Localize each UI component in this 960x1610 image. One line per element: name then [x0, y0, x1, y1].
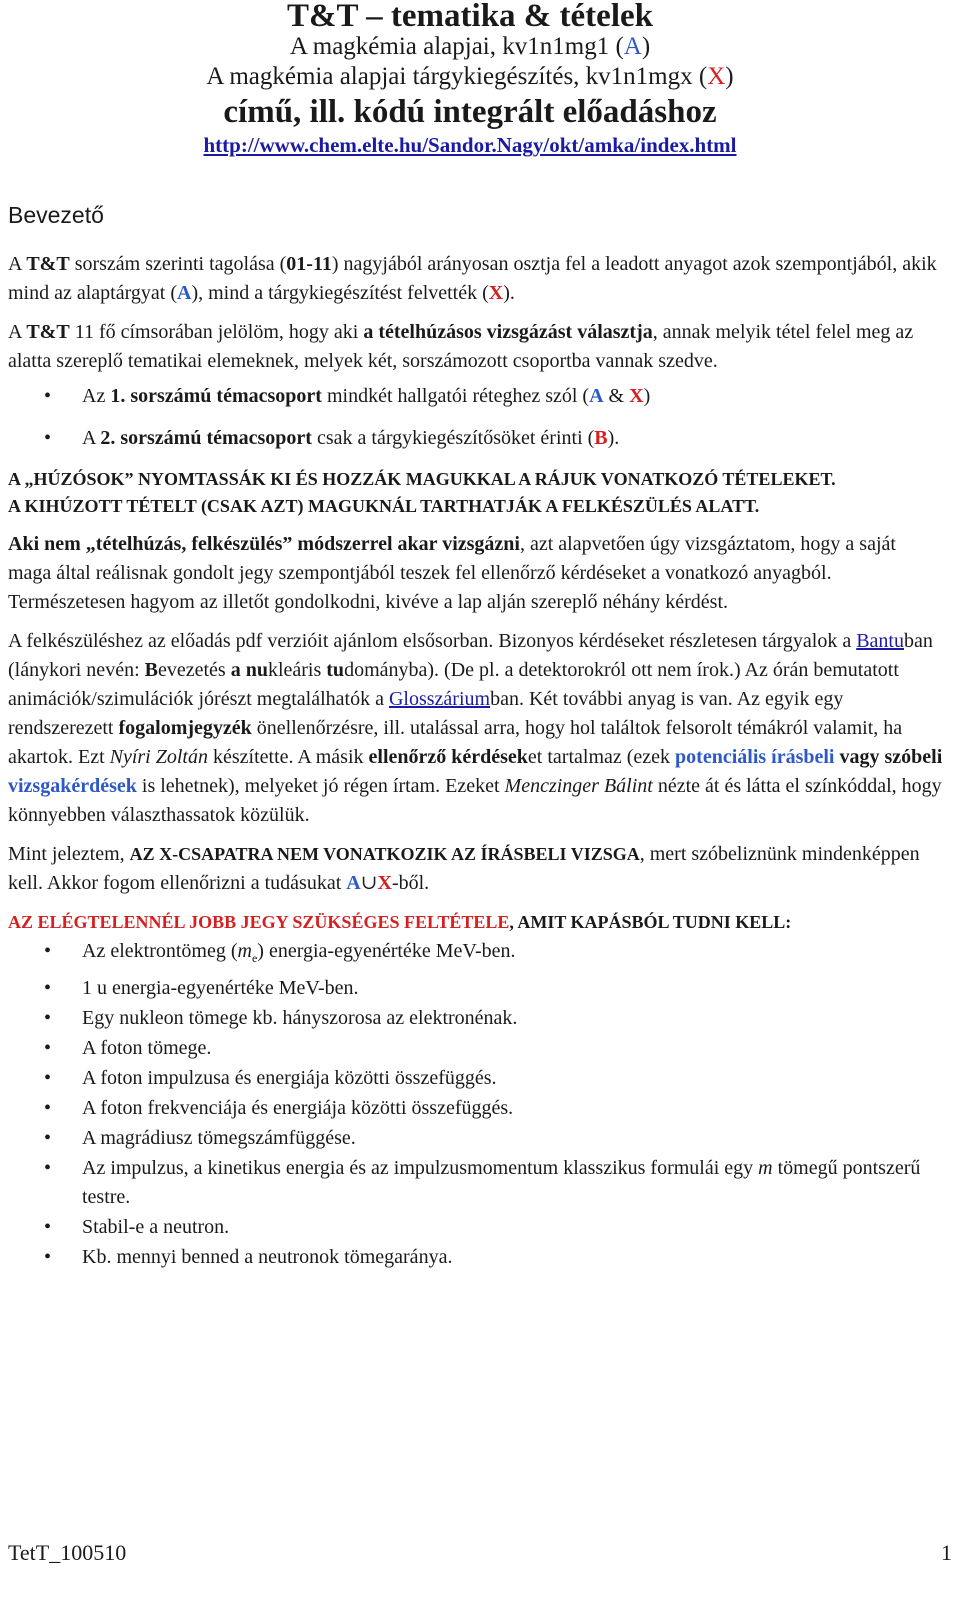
- list-item: [8, 1034, 943, 1063]
- text: &: [603, 385, 630, 407]
- list-item: [8, 382, 943, 411]
- text: 1. sorszámú témacsoport: [110, 385, 322, 407]
- requirements-title: [8, 908, 943, 937]
- list-item: [8, 937, 943, 973]
- text: et tartalmaz (ezek: [527, 746, 676, 768]
- text: Menczinger Bálint: [504, 775, 653, 797]
- list-item: [8, 1094, 943, 1123]
- text: AZ X-CSAPATRA NEM VONATKOZIK AZ ÍRÁSBELI VIZSGA: [129, 844, 640, 864]
- text: A foton impulzusa és energiája közötti összefüggés.: [82, 1067, 497, 1089]
- footer-doc-id: TetT_100510: [8, 1540, 127, 1565]
- text: vagy szóbeli: [839, 746, 943, 768]
- list-item: [8, 1124, 943, 1153]
- course-x-code: X: [707, 63, 726, 90]
- text: 1 u energia-egyenértéke MeV-ben.: [82, 977, 359, 999]
- text: , annak melyik tétel felel meg az alatta szereplő tematikai elemeknek, melyek két, sorszámozott csoportba vannak szedve.: [8, 321, 914, 372]
- code-a: A: [589, 385, 604, 407]
- text: -ből.: [391, 872, 430, 894]
- code-b: B: [594, 427, 608, 449]
- text: készítette. A másik: [207, 746, 369, 768]
- text: ), mind a tárgykiegészítést felvették (: [191, 282, 489, 304]
- text: tu: [326, 659, 345, 681]
- list-item: [8, 974, 943, 1003]
- paragraph-x-team: [8, 840, 943, 898]
- text: ellenőrző kérdések: [368, 746, 528, 768]
- text: nézte át és látta el színkóddal, hogy könnyebben választhassatok közülük.: [8, 775, 942, 826]
- text: nu: [245, 659, 268, 681]
- course-a-close: ): [641, 33, 651, 60]
- text: kleáris: [267, 659, 327, 681]
- text: a: [230, 659, 241, 681]
- text: ban. Két további anyag is van. Az egyik egy rendszerezett: [8, 688, 844, 739]
- code-a: A: [177, 282, 192, 304]
- text: önellenőrzésre, ill. utalással arra, hogy hol találtok felsorolt témákról valamit, ha akartok. Ezt: [8, 717, 903, 768]
- list-item: [8, 424, 943, 453]
- requirements-list: [8, 937, 943, 1272]
- course-line-a: [150, 32, 790, 62]
- union-symbol: ∪: [360, 872, 378, 894]
- text: A foton frekvenciája és energiája közötti összefüggés.: [82, 1097, 514, 1119]
- paragraph-groups: [8, 318, 943, 376]
- text: A: [82, 427, 101, 449]
- text: Kb. mennyi benned a neutronok tömegaránya.: [82, 1246, 453, 1268]
- course-url-link[interactable]: http://www.chem.elte.hu/Sandor.Nagy/okt/amka/index.html: [203, 133, 737, 157]
- text: Mint jeleztem,: [8, 843, 130, 865]
- text: A: [8, 321, 27, 343]
- text: is lehetnek), melyeket jó régen írtam. Ezeket: [136, 775, 505, 797]
- text: , mert szóbeliznünk mindenképpen kell. Akkor fogom ellenőrizni a tudásukat: [8, 843, 920, 894]
- document-subtitle: című, ill. kódú integrált előadáshoz: [223, 94, 717, 130]
- text: tömegű pontszerű testre.: [82, 1157, 921, 1208]
- text: Az impulzus, a kinetikus energia és az impulzusmomentum klasszikus formulái egy: [82, 1157, 759, 1179]
- text: ban (lánykori nevén:: [8, 630, 933, 681]
- text: Egy nukleon tömege kb. hányszorosa az elektronénak.: [82, 1007, 518, 1029]
- text: dományba). (De pl. a detektorokról ott nem írok.) Az órán bemutatott animációk/szimulációk jórészt megtalálhatók a: [8, 659, 899, 710]
- text: Stabil-e a neutron.: [82, 1216, 230, 1238]
- text: mindkét hallgatói réteghez szól (: [321, 385, 590, 407]
- list-item: [8, 1213, 943, 1242]
- text: evezetés: [157, 659, 231, 681]
- text: A magrádiusz tömegszámfüggése.: [82, 1127, 356, 1149]
- course-line-x: [150, 62, 790, 92]
- text: e: [251, 951, 258, 965]
- text: 01-11: [286, 253, 332, 275]
- text: Az elektrontömeg (: [82, 940, 238, 962]
- text: 11 fő címsorában jelölöm, hogy aki: [69, 321, 364, 343]
- text: ): [643, 385, 651, 407]
- text: A foton tömege.: [82, 1037, 212, 1059]
- text: ).: [503, 282, 515, 304]
- group-list: [8, 382, 943, 453]
- paragraph-materials: [8, 627, 943, 830]
- text: 2. sorszámú témacsoport: [100, 427, 312, 449]
- course-x-name: A magkémia alapjai tárgykiegészítés, kv1n1mgx (: [206, 63, 708, 90]
- text: AZ ELÉGTELENNÉL JOBB JEGY SZÜKSÉGES FELTÉTELE: [8, 912, 510, 932]
- list-item: [8, 1154, 943, 1212]
- document-header: [150, 0, 790, 158]
- text: vizsgakérdések: [8, 775, 137, 797]
- course-a-code: A: [623, 33, 642, 60]
- text: T&T: [26, 321, 70, 343]
- document-title: T&T – tematika & tételek: [287, 0, 653, 34]
- text: csak a tárgykiegészítősöket érinti (: [311, 427, 595, 449]
- text: A felkészüléshez az előadás pdf verzióit ajánlom elsősorban. Bizonyos kérdéseket részletesen tárgyalok a: [8, 630, 857, 652]
- paragraph-oral: [8, 530, 943, 617]
- code-a: A: [346, 872, 361, 894]
- text: A: [8, 253, 27, 275]
- text: m: [758, 1157, 773, 1179]
- bantu-link[interactable]: Bantu: [856, 630, 904, 652]
- text: sorszám szerinti tagolása (: [69, 253, 287, 275]
- paragraph-structure: [8, 250, 943, 308]
- page-footer: [8, 1540, 952, 1566]
- list-item: [8, 1004, 943, 1033]
- course-x-close: ): [725, 63, 734, 90]
- text: Nyíri Zoltán: [109, 746, 208, 768]
- course-a-name: A magkémia alapjai, kv1n1mg1 (: [289, 33, 624, 60]
- page-number: 1: [941, 1540, 952, 1565]
- text: Az: [82, 385, 111, 407]
- list-item: [8, 1243, 943, 1272]
- code-x: X: [377, 872, 392, 894]
- text: ) nagyjából arányosan osztja fel a leadott anyagot azok szempontjából, akik mind az alaptárgyat (: [8, 253, 937, 304]
- text: ) energia-egyenértéke MeV-ben.: [257, 940, 516, 962]
- text: , azt alapvetően úgy vizsgáztatom, hogy a saját maga által reálisnak gondolt jegy szempontjából teszek fel ellenőrző kérdéseket a vonatkozó anyagból. Természetesen hagyom az illetőt gondolkodni, kivéve a lap alján szereplő néhány kérdést.: [8, 533, 896, 613]
- notice-print: A „HÚZÓSOK” NYOMTASSÁK KI ÉS HOZZÁK MAGUKKAL A RÁJUK VONATKOZÓ TÉTELEKET.: [8, 469, 836, 489]
- text: potenciális írásbeli: [675, 746, 835, 768]
- text: Aki nem „tételhúzás, felkészülés” módszerrel akar vizsgázni: [8, 533, 520, 555]
- document-body: [8, 250, 943, 1273]
- code-x: X: [488, 282, 504, 304]
- text: , AMIT KAPÁSBÓL TUDNI KELL:: [509, 912, 792, 932]
- section-title: Bevezető: [8, 202, 104, 228]
- list-item: [8, 1064, 943, 1093]
- caps-notice: [8, 466, 943, 520]
- notice-keep: A KIHÚZOTT TÉTELT (CSAK AZT) MAGUKNÁL TARTHATJÁK A FELKÉSZÜLÉS ALATT.: [8, 496, 760, 516]
- text: m: [237, 940, 252, 962]
- text: fogalomjegyzék: [118, 717, 252, 739]
- text: T&T: [26, 253, 70, 275]
- glossary-link[interactable]: Glosszárium: [388, 688, 491, 710]
- text: ).: [607, 427, 620, 449]
- text: a tételhúzásos vizsgázást választja: [363, 321, 653, 343]
- text: B: [144, 659, 158, 681]
- code-x: X: [629, 385, 644, 407]
